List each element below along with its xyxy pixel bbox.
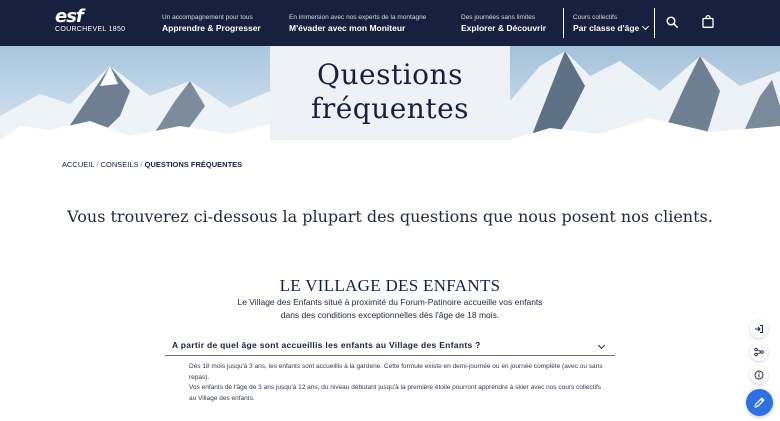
page-title-line2: fréquentes: [310, 92, 470, 125]
hero-banner: [0, 46, 780, 140]
breadcrumb: [62, 160, 242, 169]
breadcrumb-current: QUESTIONS FRÉQUENTES: [144, 160, 243, 169]
faq-answer-paragraph: Vos enfants de l'âge de 3 ans jusqu'à 12 ans, du niveau débutant jusqu'à la première étoile pourront apprendre à skier avec nos cours collectifs au Village des enfants.: [189, 384, 602, 402]
nav-cours-label-wrap: [573, 23, 648, 33]
section-description-line2: dans des conditions exceptionnelles dès l'âge de 18 mois.: [280, 310, 500, 320]
search-icon[interactable]: [666, 16, 678, 28]
nav-apprendre[interactable]: [162, 14, 261, 33]
nav-cours-label: Par classe d'âge: [573, 23, 640, 33]
intro-text: Vous trouverez ci-dessous la plupart des questions que nous posent nos clients.: [67, 207, 713, 226]
edit-button[interactable]: [746, 389, 773, 416]
nav-cours-collectifs[interactable]: [573, 14, 648, 33]
esf-logo[interactable]: [55, 6, 126, 33]
logo-mark: esf: [55, 6, 83, 27]
info-icon: [754, 370, 764, 380]
faq-question-text: A partir de quel âge sont accueillis les enfants au Village des Enfants ?: [172, 340, 481, 350]
chevron-down-icon: [598, 342, 605, 349]
nav-evader-caption: En immersion avec nos experts de la montagne: [289, 14, 427, 21]
nav-divider: [563, 8, 564, 38]
nav-evader[interactable]: [289, 14, 426, 33]
nav-apprendre-caption: Un accompagnement pour tous: [162, 14, 253, 21]
faq-question-toggle[interactable]: [165, 334, 615, 356]
nav-explorer-label: Explorer & Découvrir: [461, 23, 547, 33]
faq-answer-paragraph: Dès 18 mois jusqu'à 3 ans, les enfants sont accueillis à la garderie. Cette formule existe en demi-journée ou en journée complète (avec ou sans repas).: [189, 363, 603, 381]
page-title-line1: Questions: [317, 58, 463, 91]
login-icon: [754, 324, 764, 334]
section-description: [0, 296, 780, 322]
shopping-bag-icon[interactable]: [702, 15, 714, 28]
nav-explorer[interactable]: [461, 14, 546, 33]
nav-apprendre-label: Apprendre & Progresser: [162, 23, 261, 33]
breadcrumb-conseils[interactable]: CONSEILS: [100, 160, 139, 169]
login-button[interactable]: [750, 320, 768, 338]
site-header: [0, 0, 780, 46]
mountain-image-left: [0, 46, 270, 140]
nav-evader-label: M'évader avec mon Moniteur: [289, 23, 406, 33]
share-icon: [754, 347, 764, 357]
nav-cours-caption: Cours collectifs: [573, 14, 618, 21]
nav-divider: [654, 8, 655, 38]
mountain-image-right: [510, 46, 780, 140]
breadcrumb-home[interactable]: ACCUEIL: [62, 160, 95, 169]
page-title: [270, 58, 510, 126]
section-title: LE VILLAGE DES ENFANTS: [279, 276, 501, 295]
edit-icon: [753, 396, 766, 409]
share-button[interactable]: [750, 343, 768, 361]
breadcrumb-separator: /: [96, 160, 99, 169]
faq-answer: [189, 362, 609, 404]
logo-subtitle: COURCHEVEL 1850: [55, 26, 126, 33]
breadcrumb-separator: /: [140, 160, 143, 169]
nav-explorer-caption: Des journées sans limites: [461, 14, 536, 21]
info-button[interactable]: [750, 366, 768, 384]
chevron-down-icon: [642, 23, 649, 30]
section-description-line1: Le Village des Enfants situé à proximité du Forum-Patinoire accueille vos enfants: [237, 297, 543, 307]
